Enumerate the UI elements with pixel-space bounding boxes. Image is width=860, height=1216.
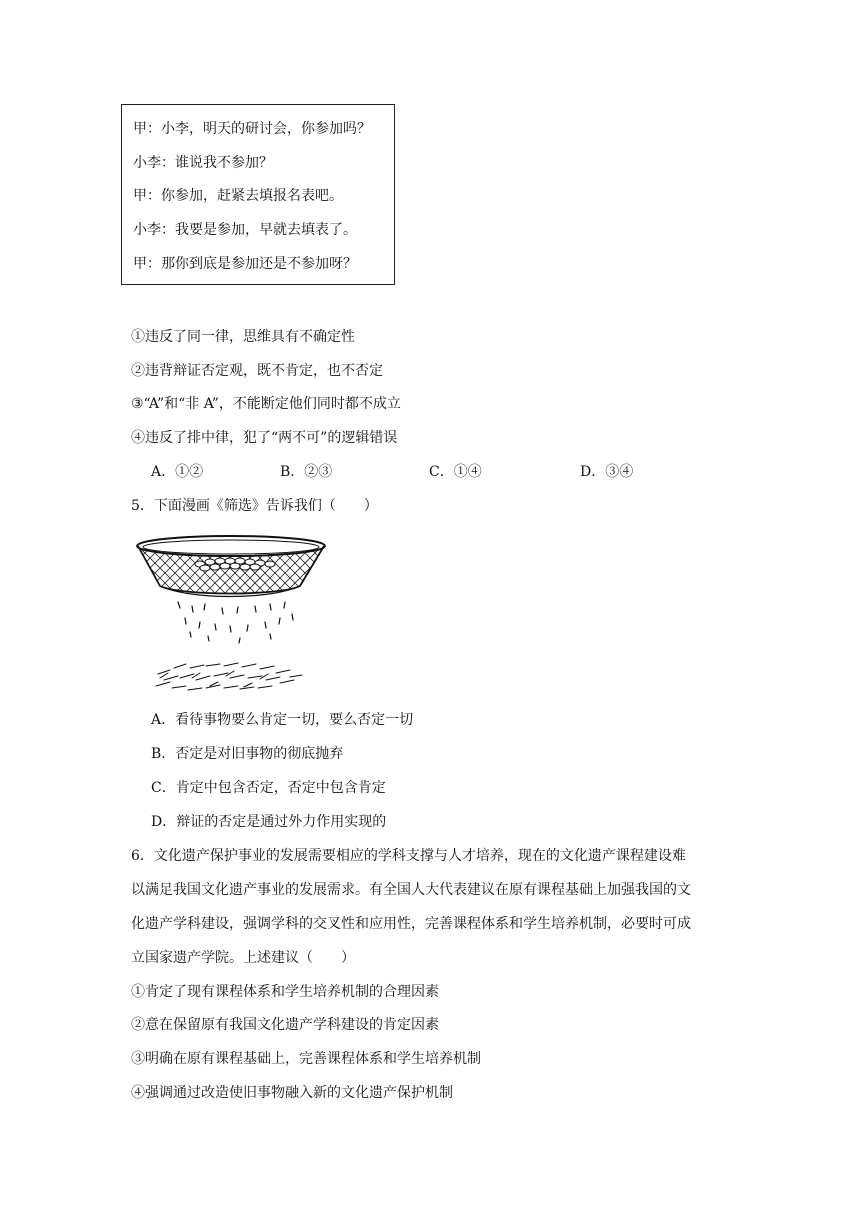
q5-stem: 5．下面漫画《筛选》告诉我们（ ） — [131, 498, 378, 514]
dialogue-line: 甲：小李，明天的研讨会，你参加吗？ — [133, 121, 371, 137]
q4-statement-3: ③“A”和“非 A”，不能断定他们同时都不成立 — [131, 396, 401, 412]
q4-statement-2: ②违背辩证否定观，既不肯定，也不否定 — [131, 363, 383, 379]
q5-option-a: A．看待事物要么肯定一切，要么否定一切 — [151, 712, 414, 728]
sieve-cartoon-illustration — [130, 528, 330, 698]
q6-statement-4: ④强调通过改造使旧事物融入新的文化遗产保护机制 — [131, 1085, 453, 1101]
q5-option-d: D．辩证的否定是通过外力作用实现的 — [151, 814, 387, 830]
q5-option-b: B．否定是对旧事物的彻底抛弃 — [151, 746, 344, 762]
q4-option-c: C．①④ — [429, 464, 482, 480]
q4-statement-4: ④违反了排中律，犯了“两不可”的逻辑错误 — [131, 430, 398, 446]
q5-option-c: C．肯定中包含否定，否定中包含肯定 — [151, 780, 386, 796]
dialogue-box — [121, 104, 395, 285]
dialogue-line: 甲：那你到底是参加还是不参加呀？ — [133, 256, 357, 272]
q6-statement-2: ②意在保留原有我国文化遗产学科建设的肯定因素 — [131, 1017, 439, 1033]
q6-statement-3: ③明确在原有课程基础上，完善课程体系和学生培养机制 — [131, 1051, 481, 1067]
q4-option-d: D．③④ — [580, 464, 634, 480]
dialogue-line: 甲：你参加，赶紧去填报名表吧。 — [133, 188, 343, 204]
q4-option-a: A．①② — [151, 464, 204, 480]
q4-statement-1: ①违反了同一律，思维具有不确定性 — [131, 329, 355, 345]
q4-option-b: B．②③ — [280, 464, 333, 480]
q6-stem-line: 化遗产学科建设，强调学科的交叉性和应用性，完善课程体系和学生培养机制，必要时可成 — [131, 916, 691, 932]
q6-stem-line: 以满足我国文化遗产事业的发展需求。有全国人大代表建议在原有课程基础上加强我国的文 — [131, 882, 691, 898]
dialogue-line: 小李：我要是参加，早就去填表了。 — [133, 222, 357, 238]
q6-statement-1: ①肯定了现有课程体系和学生培养机制的合理因素 — [131, 984, 439, 1000]
q6-stem-line: 立国家遗产学院。上述建议（ ） — [131, 950, 355, 966]
q6-stem-line: 6．文化遗产保护事业的发展需要相应的学科支撑与人才培养，现在的文化遗产课程建设难 — [131, 848, 686, 864]
dialogue-line: 小李：谁说我不参加？ — [133, 155, 273, 171]
